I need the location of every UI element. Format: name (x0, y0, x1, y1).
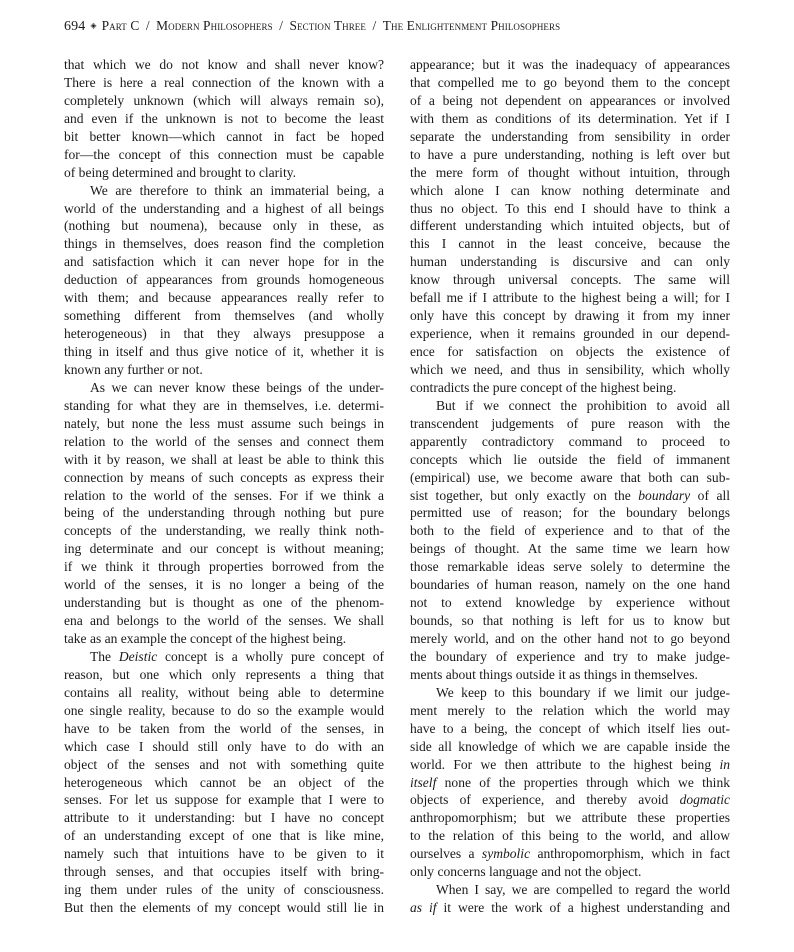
text-line: attribute to it understanding: but I have no concept (64, 810, 384, 826)
text-line: heterogeneous which cannot be an object of the (64, 774, 384, 790)
text-line: standing for what they are in themselves, i.e. determi- (64, 397, 384, 413)
text-line: with them as conditions of its determination. Yet if I (410, 110, 730, 126)
text-line: to the relation of this being to the world, and allow (410, 828, 730, 844)
text-line: of an understanding except of one that is like mine, (64, 828, 384, 844)
text-line: ing them under rules of the unity of consciousness. (64, 882, 384, 898)
text-line: for—the concept of this connection must be capable (64, 146, 384, 162)
text-run: anthropomorphism, which in fact (530, 846, 730, 862)
page-number: 694 (64, 19, 86, 34)
text-line: only have this concept by drawing it from my inner (410, 308, 730, 324)
text-line: experience, when it remains grounded in our depend- (410, 326, 730, 342)
emphasis-text: dogmatic (679, 792, 730, 808)
text-run: concept is a wholly pure concept of (157, 648, 384, 664)
running-head (64, 18, 744, 35)
text-run: it were the work of a highest understanding and (436, 900, 730, 916)
text-line: concepts of the understanding, we really think noth- (64, 523, 384, 539)
text-line: But then the elements of my concept would still lie in (64, 900, 384, 916)
text-line: those remarkable ideas serve solely to determine the (410, 559, 730, 575)
text-line: When I say, we are compelled to regard the world (436, 882, 730, 898)
text-line: which case I should still only have to do with an (64, 738, 384, 754)
text-line: ena and belongs to the world of the senses. We shall (64, 613, 384, 629)
text-line: (empirical) use, we become aware that both can sub- (410, 469, 730, 485)
text-line: thing in itself and thus give notice of it, whether it is (64, 344, 384, 359)
emphasis-text: as if (410, 900, 437, 916)
header-separator: / (372, 18, 377, 33)
right-text-column (410, 56, 730, 917)
text-line: side all knowledge of which we are capable inside the (410, 738, 730, 754)
text-line: (nothing but noumena), because only in these, as (64, 218, 384, 234)
text-line: known any further or not. (64, 361, 203, 377)
text-line: both to the field of experience and to that of the (410, 523, 730, 539)
text-line: something different from themselves (and wholly (64, 308, 384, 324)
text-line: concepts which lie outside the field of immanent (410, 451, 730, 467)
text-line: that compelled me to go beyond them to the concept (410, 74, 730, 90)
text-line: But if we connect the prohibition to avoid all (436, 397, 730, 413)
text-line: reason, but one which only represents a thing that (64, 666, 384, 682)
text-line: bit better known—which cannot in fact be hoped (64, 128, 384, 144)
text-line: connection by means of such concepts as express their (64, 469, 384, 485)
text-line: things in themselves, does reason find the completion (64, 236, 384, 252)
text-line: being of the understanding through nothing but pure (64, 505, 384, 521)
section-label: Section Three (289, 18, 366, 33)
text-line: of being determined and brought to clarity. (64, 164, 296, 180)
text-line: the boundary of experience and try to make judge- (410, 648, 730, 664)
text-line: have to a being, the concept of which itself lies out- (410, 720, 730, 736)
text-run: none of the properties through which we think (436, 774, 730, 790)
text-line: and even if the unknown is not to become the least (64, 110, 384, 126)
text-line: transcendent judgements of pure reason with the (410, 415, 730, 431)
emphasis-text: boundary (638, 487, 691, 503)
text-line: thus no object. To this end I should have to think a (410, 200, 730, 216)
text-run: The (90, 648, 119, 664)
text-line: different understanding which intuited objects, but of (410, 218, 730, 234)
text-line (410, 756, 730, 774)
text-line: not to extend knowledge by experience without (410, 595, 730, 611)
text-line: which we need, and thus in sensibility, which wholly (410, 361, 730, 377)
text-line: deduction of appearances from grounds homogeneous (64, 272, 384, 288)
text-run: ourselves a (410, 846, 482, 862)
text-line: anthropomorphism; but we attribute these properties (410, 810, 730, 826)
text-line: senses. For let us suppose for example that I were to (64, 792, 384, 808)
text-line: of a being not dependent on appearances or involved (410, 92, 730, 108)
book-title: Modern Philosophers (156, 18, 273, 33)
text-line (410, 774, 730, 792)
left-text-column (64, 56, 384, 917)
text-line: We keep to this boundary if we limit our judge- (436, 684, 730, 700)
emphasis-text: Deistic (118, 648, 158, 664)
text-line: ence for satisfaction on objects the existence of (410, 344, 730, 359)
text-run: world. For we then attribute to the highest being (410, 756, 720, 772)
text-line: We are therefore to think an immaterial being, a (90, 182, 384, 198)
diamond-ornament-icon: ◈ (90, 21, 97, 30)
part-label: Part C (101, 18, 140, 33)
text-line: only concerns language and not the object. (410, 864, 642, 880)
text-line: completely unknown (which will always remain so), (64, 92, 384, 108)
text-line: have to be taken from the world of the senses, in (64, 720, 384, 736)
header-separator: / (279, 18, 284, 33)
text-line: bounds, so that nothing is left for us to know but (410, 613, 730, 629)
text-run: objects of experience, and thereby avoid (410, 792, 680, 808)
text-line: There is here a real connection of the known with a (64, 74, 384, 90)
text-line: merely world, and on the other hand not to go beyond (410, 631, 730, 646)
text-line: world of the understanding and a highest of all beings (64, 200, 384, 216)
chapter-title: The Enlightenment Philosophers (382, 18, 561, 33)
text-line: separate the understanding from sensibility in order (410, 128, 730, 144)
text-line: ments about things outside it as things in themselves. (410, 666, 698, 682)
text-run: sist together, but only exactly on the (410, 487, 639, 503)
text-line (410, 845, 730, 863)
text-line: take as an example the concept of the highest being. (64, 631, 347, 646)
text-line: which alone I can know nothing determinate and (410, 182, 730, 198)
emphasis-text: symbolic (481, 846, 531, 862)
text-line (64, 648, 384, 666)
text-line: the mere form of thought without intuition, through (410, 164, 730, 180)
text-run: of all (690, 487, 730, 503)
text-line: namely such that intuitions have to be given to it (64, 846, 384, 862)
text-line: and satisfaction which it can never hope for in the (64, 254, 384, 270)
text-line: relation to the world of the senses. For if we think a (64, 487, 384, 503)
text-line: human understanding is discursive and can only (410, 254, 730, 270)
text-line: contains all reality, without being able to determine (64, 684, 384, 700)
text-line: know through universal concepts. The same will (410, 272, 730, 288)
text-line: one single reality, because to do so the example would (64, 702, 384, 718)
text-line: understanding but is thought as one of the phenom- (64, 595, 384, 611)
text-line: nately, but none the less must assume such beings in (64, 415, 384, 431)
emphasis-text: itself (410, 774, 437, 790)
text-line: ing determinate and our concept is without meaning; (64, 541, 384, 557)
text-line: appearance; but it was the inadequacy of appearances (410, 57, 730, 72)
text-line: heterogeneous) in that they always presuppose a (64, 326, 384, 342)
text-line: apparently contradictory command to proceed to (410, 433, 730, 449)
text-line (410, 487, 730, 505)
text-line: through senses, and that occupies itself with bring- (64, 864, 384, 880)
text-line: contradicts the pure concept of the highest being. (410, 379, 677, 395)
text-line: boundaries of human reason, namely on the one hand (410, 577, 730, 593)
text-line: world of the senses, it is no longer a being of the (64, 577, 384, 593)
text-line: with them; and because appearances really refer to (64, 290, 384, 306)
text-line: permitted use of reason; for the boundary belongs (410, 505, 730, 521)
text-line: to have a pure understanding, nothing is left over but (410, 146, 730, 162)
text-line: As we can never know these beings of the under- (90, 379, 384, 395)
text-line: relation to the world of the senses and connect them (64, 433, 384, 449)
text-line: if we think it through properties borrowed from the (64, 559, 384, 575)
text-line: befall me if I attribute to the highest being a will; for I (410, 290, 730, 306)
text-line: beings of thought. At the same time we learn how (410, 541, 730, 557)
text-line: this I cannot in the least conceive, because the (410, 236, 730, 252)
text-line (410, 791, 730, 809)
text-line (410, 899, 730, 917)
text-line: ment merely to the relation which the world may (410, 702, 730, 718)
text-line: that which we do not know and shall never know? (64, 57, 384, 72)
text-line: with it by reason, we shall at least be able to think this (64, 451, 384, 467)
emphasis-text: in (719, 756, 730, 772)
header-separator: / (145, 18, 150, 33)
text-line: object of the senses and not with something quite (64, 756, 384, 772)
